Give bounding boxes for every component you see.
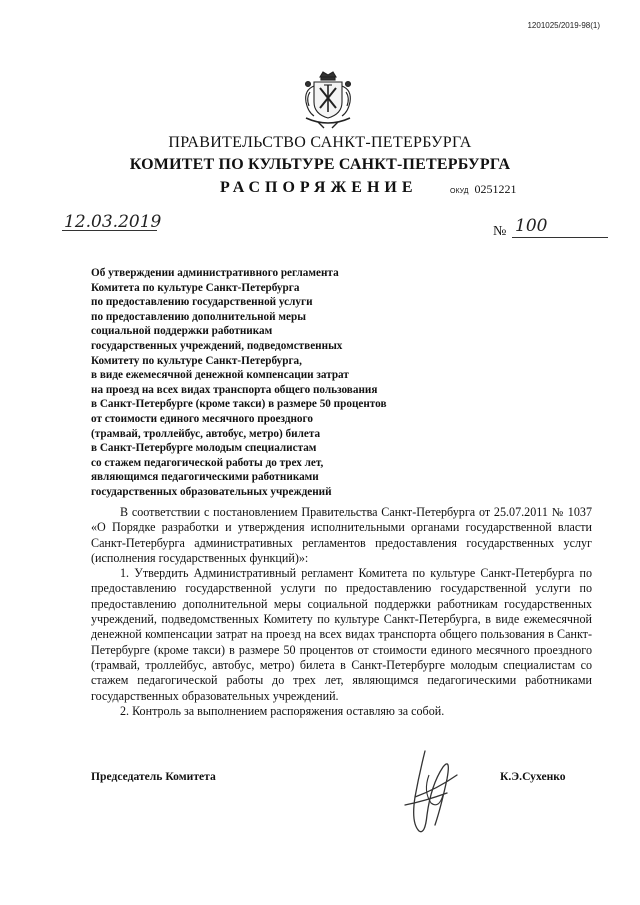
okud-label: ОКУД bbox=[450, 188, 469, 195]
title-line: на проезд на всех видах транспорта общего пользования bbox=[91, 383, 378, 396]
number-underline bbox=[512, 236, 608, 238]
title-line: в виде ежемесячной денежной компенсации затрат bbox=[91, 369, 349, 382]
title-line: со стажем педагогической работы до трех лет, bbox=[91, 456, 324, 469]
coat-of-arms-emblem bbox=[300, 68, 356, 130]
title-line: Комитета по культуре Санкт-Петербурга bbox=[91, 281, 300, 294]
title-line: государственных учреждений, подведомственных bbox=[91, 339, 343, 352]
government-heading: ПРАВИТЕЛЬСТВО САНКТ-ПЕТЕРБУРГА bbox=[168, 134, 472, 151]
title-line: Комитету по культуре Санкт-Петербурга, bbox=[91, 354, 302, 367]
title-line: в Санкт-Петербурге молодым специалистам bbox=[91, 442, 317, 455]
committee-heading: КОМИТЕТ ПО КУЛЬТУРЕ САНКТ-ПЕТЕРБУРГА bbox=[129, 156, 511, 173]
okud-value: 0251221 bbox=[474, 182, 517, 196]
number-label: № bbox=[493, 224, 507, 239]
title-line: социальной поддержки работникам bbox=[91, 325, 273, 338]
signatory-name: К.Э.Сухенко bbox=[500, 770, 566, 783]
okud-code bbox=[450, 182, 516, 197]
document-title bbox=[91, 266, 431, 500]
title-line: по предоставлению дополнительной меры bbox=[91, 310, 306, 323]
item-1-paragraph: 1. Утвердить Административный регламент Комитета по культуре Санкт-Петербурга по предоставлению государственной услуги по предоставлению государственной услуги по предоставлению дополнительной меры социальной поддержки работникам государственных учреждений, подведомственных Комитету по культуре Санкт-Петербурга, в виде ежемесячной денежной компенсации затрат на проезд на всех видах транспорта общего пользования в Санкт-Петербурге (кроме такси) в размере 50 процентов от стоимости единого месячного проездного (трамвай, троллейбус, автобус, метро) билета в Санкт-Петербурге молодым специалистам со стажем педагогической работы до трех лет, являющимся педагогическими работниками государственных образовательных учреждений. bbox=[91, 566, 592, 703]
document-body bbox=[91, 505, 592, 719]
signatory-position: Председатель Комитета bbox=[91, 770, 216, 783]
title-line: являющимся педагогическими работниками bbox=[91, 471, 319, 484]
handwritten-signature bbox=[385, 745, 490, 837]
document-order-number: 100 bbox=[515, 216, 548, 236]
title-line: по предоставлению государственной услуги bbox=[91, 296, 313, 309]
title-line: Об утверждении административного регламента bbox=[91, 267, 339, 279]
title-line: в Санкт-Петербурге (кроме такси) в размере 50 процентов bbox=[91, 398, 387, 411]
title-line: государственных образовательных учреждений bbox=[91, 485, 332, 498]
preamble-paragraph: В соответствии с постановлением Правительства Санкт-Петербурга от 25.07.2011 № 1037 «О Порядке разработки и утверждения исполнительными органами государственной власти Санкт-Петербурга административных регламентов предоставления государственных услуг (исполнения государственных функций)»: bbox=[91, 505, 592, 565]
document-number: 1201025/2019-98(1) bbox=[527, 21, 600, 30]
title-line: от стоимости единого месячного проездного bbox=[91, 412, 313, 425]
document-date: 12.03.2019 bbox=[64, 212, 162, 232]
item-2-paragraph: 2. Контроль за выполнением распоряжения оставляю за собой. bbox=[120, 703, 445, 718]
title-line: (трамвай, троллейбус, автобус, метро) билета bbox=[91, 427, 321, 440]
document-type-heading: РАСПОРЯЖЕНИЕ bbox=[220, 179, 418, 196]
date-underline bbox=[62, 229, 157, 231]
